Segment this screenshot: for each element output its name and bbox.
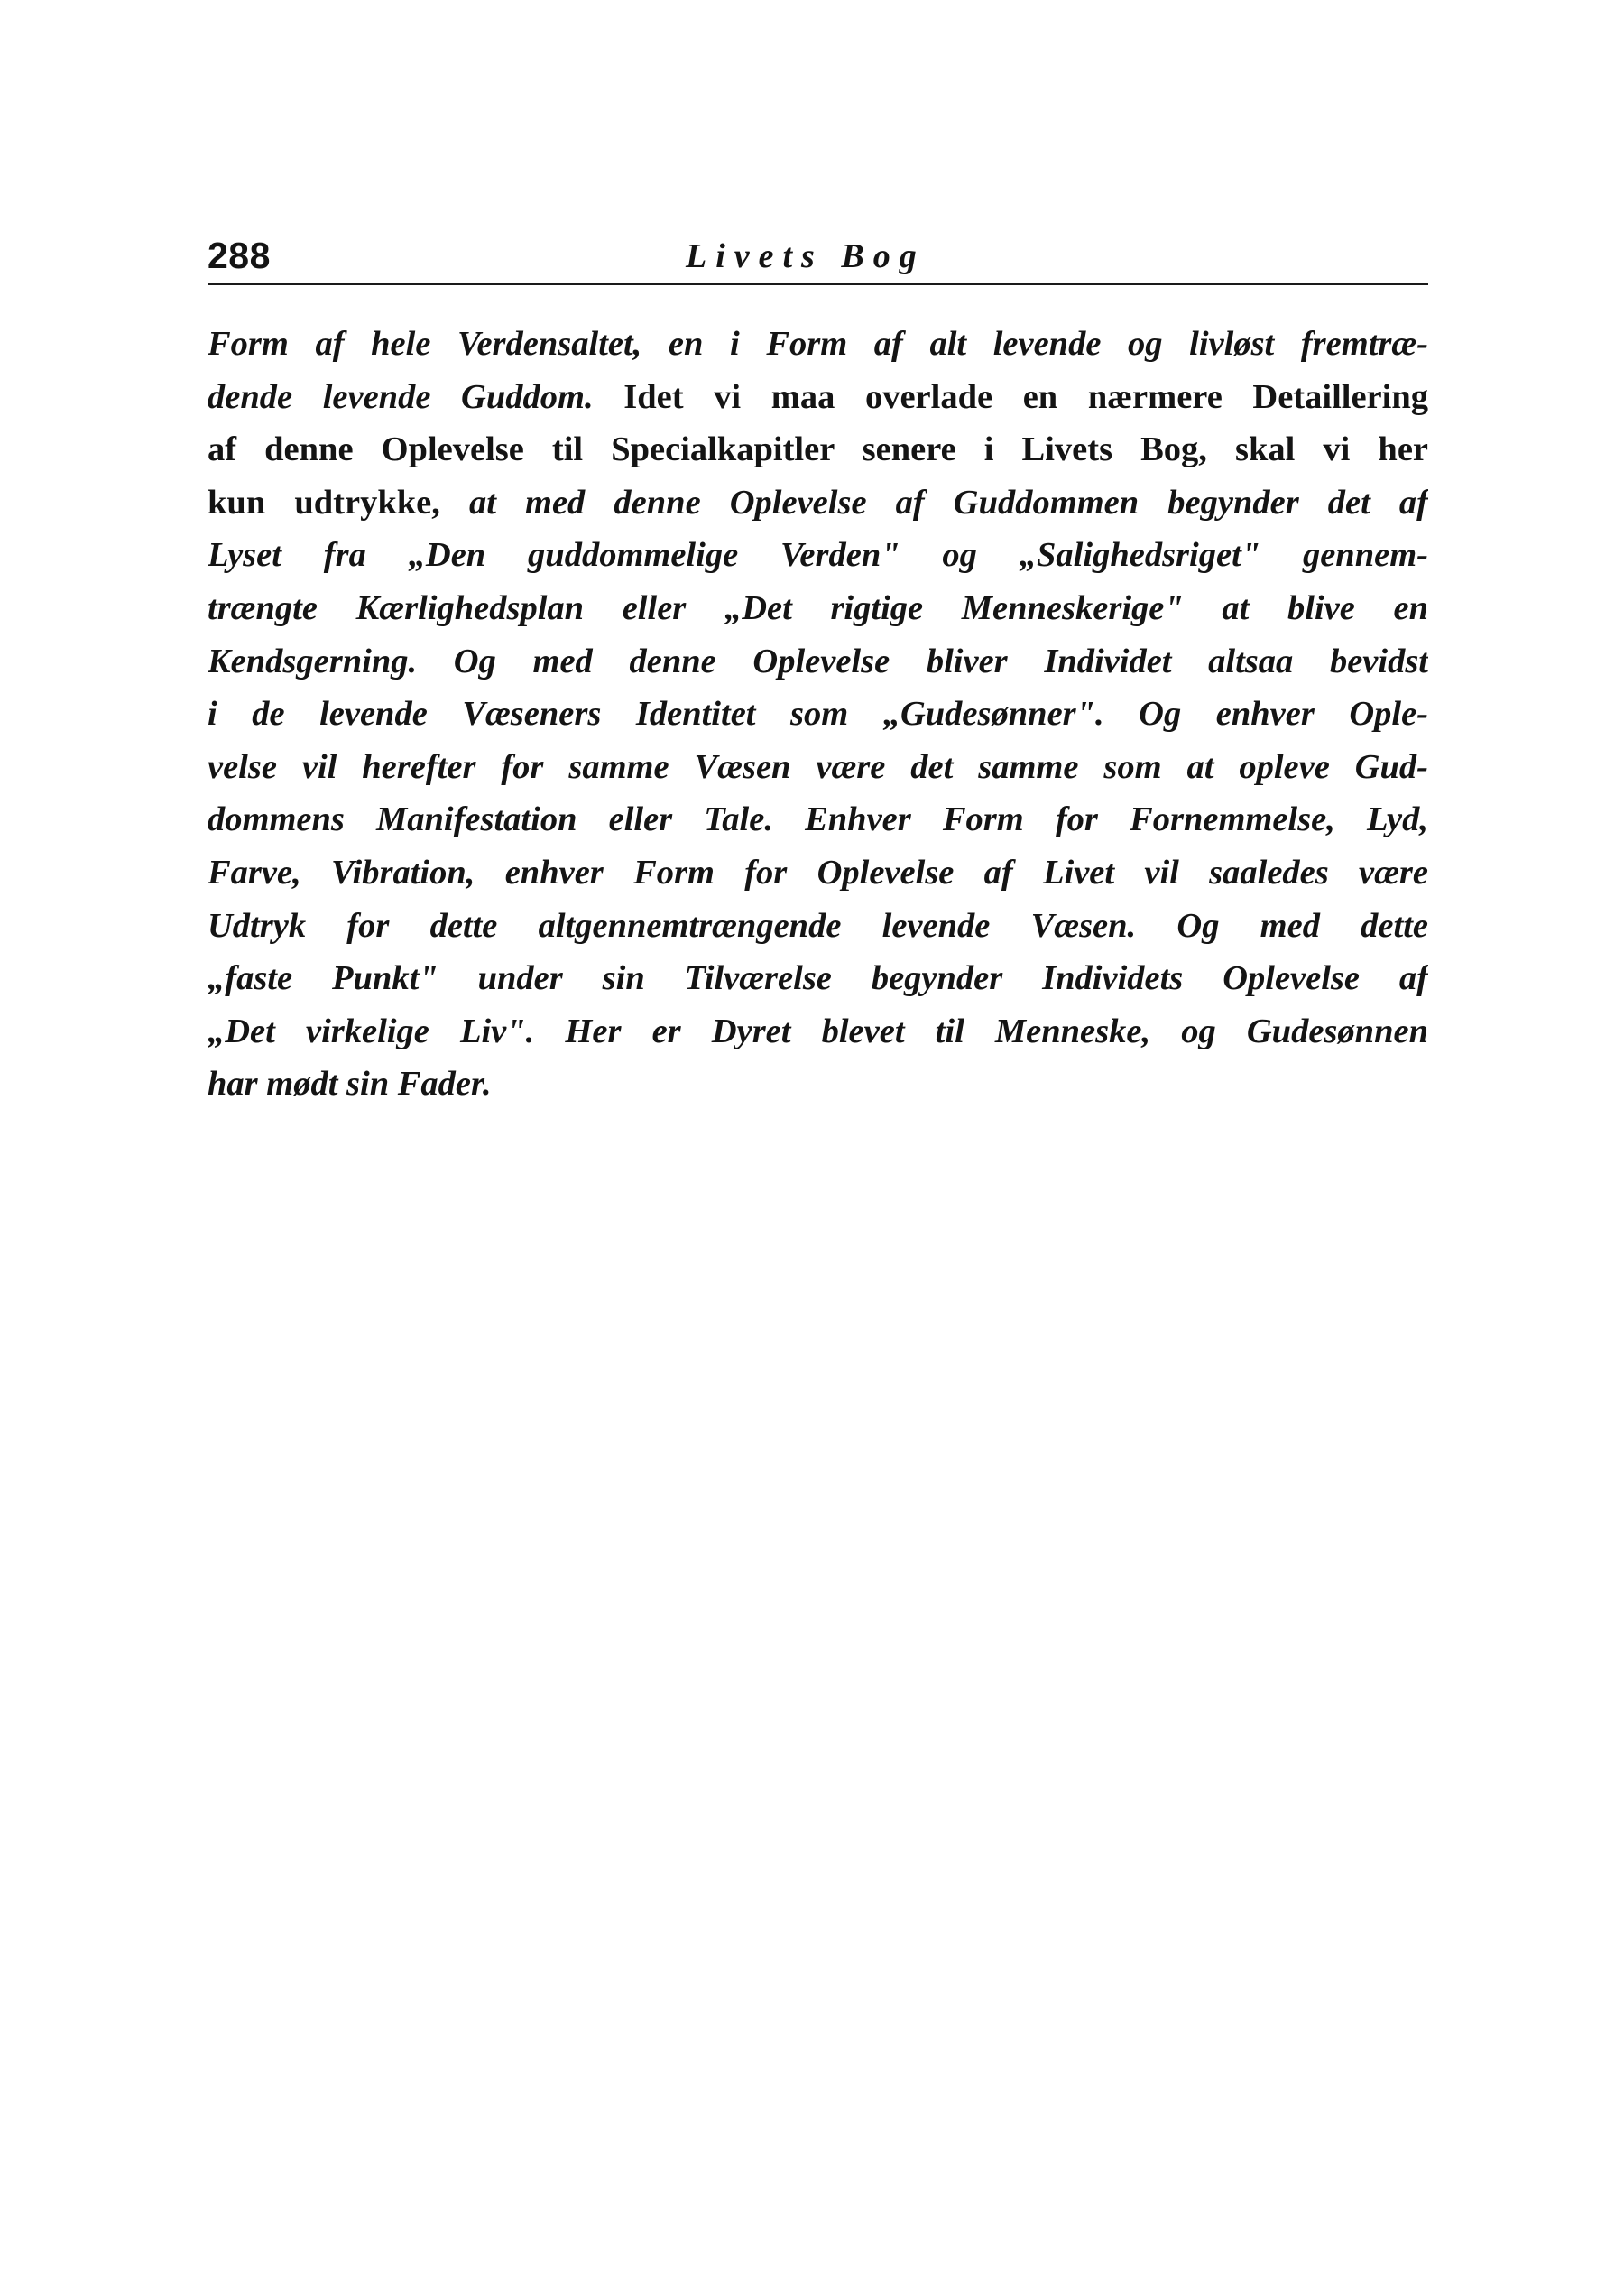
header-rule (208, 283, 1428, 285)
text-line (208, 582, 1428, 635)
italic-text-run: dende levende Guddom. (208, 377, 594, 416)
text-line (208, 423, 1428, 476)
italic-text-run: Udtryk for dette altgennemtrængende levende Væsen. Og med dette (208, 906, 1428, 945)
italic-text-run: Form af hele Verdensaltet, en i Form af alt levende og livløst fremtræ- (208, 325, 1428, 363)
italic-text-run: dommens Manifestation eller Tale. Enhver Form for Fornemmelse, Lyd, (208, 800, 1428, 839)
italic-text-run: i de levende Væseners Identitet som „Gudesønner". Og enhver Ople- (208, 695, 1428, 734)
italic-text-run: at med denne Oplevelse af Guddommen begynder det af (468, 483, 1428, 522)
italic-text-run: har mødt sin Fader. (208, 1065, 492, 1104)
text-line (208, 952, 1428, 1005)
italic-text-run: Farve, Vibration, enhver Form for Oplevelse af Livet vil saaledes være (208, 853, 1428, 892)
text-line (208, 318, 1428, 371)
text-line (208, 1058, 1428, 1111)
text-line (208, 741, 1428, 794)
italic-text-run: Kendsgerning. Og med denne Oplevelse bliver Individet altsaa bevidst (208, 642, 1428, 680)
page-number: 288 (208, 235, 271, 276)
italic-text-run: „faste Punkt" under sin Tilværelse begynder Individets Oplevelse af (208, 959, 1428, 998)
italic-text-run: trængte Kærlighedsplan eller „Det rigtige Menneskerige" at blive en (208, 588, 1428, 627)
text-line (208, 476, 1428, 530)
text-line (208, 371, 1428, 424)
roman-text-run: af denne Oplevelse til Specialkapitler senere i Livets Bog, skal vi her (208, 430, 1428, 469)
roman-text-run: Idet vi maa overlade en nærmere Detaillering (593, 377, 1428, 416)
text-line (208, 1005, 1428, 1059)
body-paragraph (208, 318, 1428, 1111)
italic-text-run: velse vil herefter for samme Væsen være det samme som at opleve Gud- (208, 747, 1428, 786)
text-line (208, 900, 1428, 953)
text-line (208, 635, 1428, 689)
running-title: Livets Bog (686, 237, 926, 275)
italic-text-run: Lyset fra „Den guddommelige Verden" og „Salighedsriget" gennem- (208, 536, 1428, 575)
text-line (208, 793, 1428, 846)
italic-text-run: „Det virkelige Liv". Her er Dyret blevet til Menneske, og Gudesønnen (208, 1012, 1428, 1050)
text-line (208, 846, 1428, 900)
roman-text-run: kun udtrykke, (208, 483, 469, 522)
text-line (208, 688, 1428, 741)
text-line (208, 529, 1428, 582)
running-head (208, 233, 1428, 287)
